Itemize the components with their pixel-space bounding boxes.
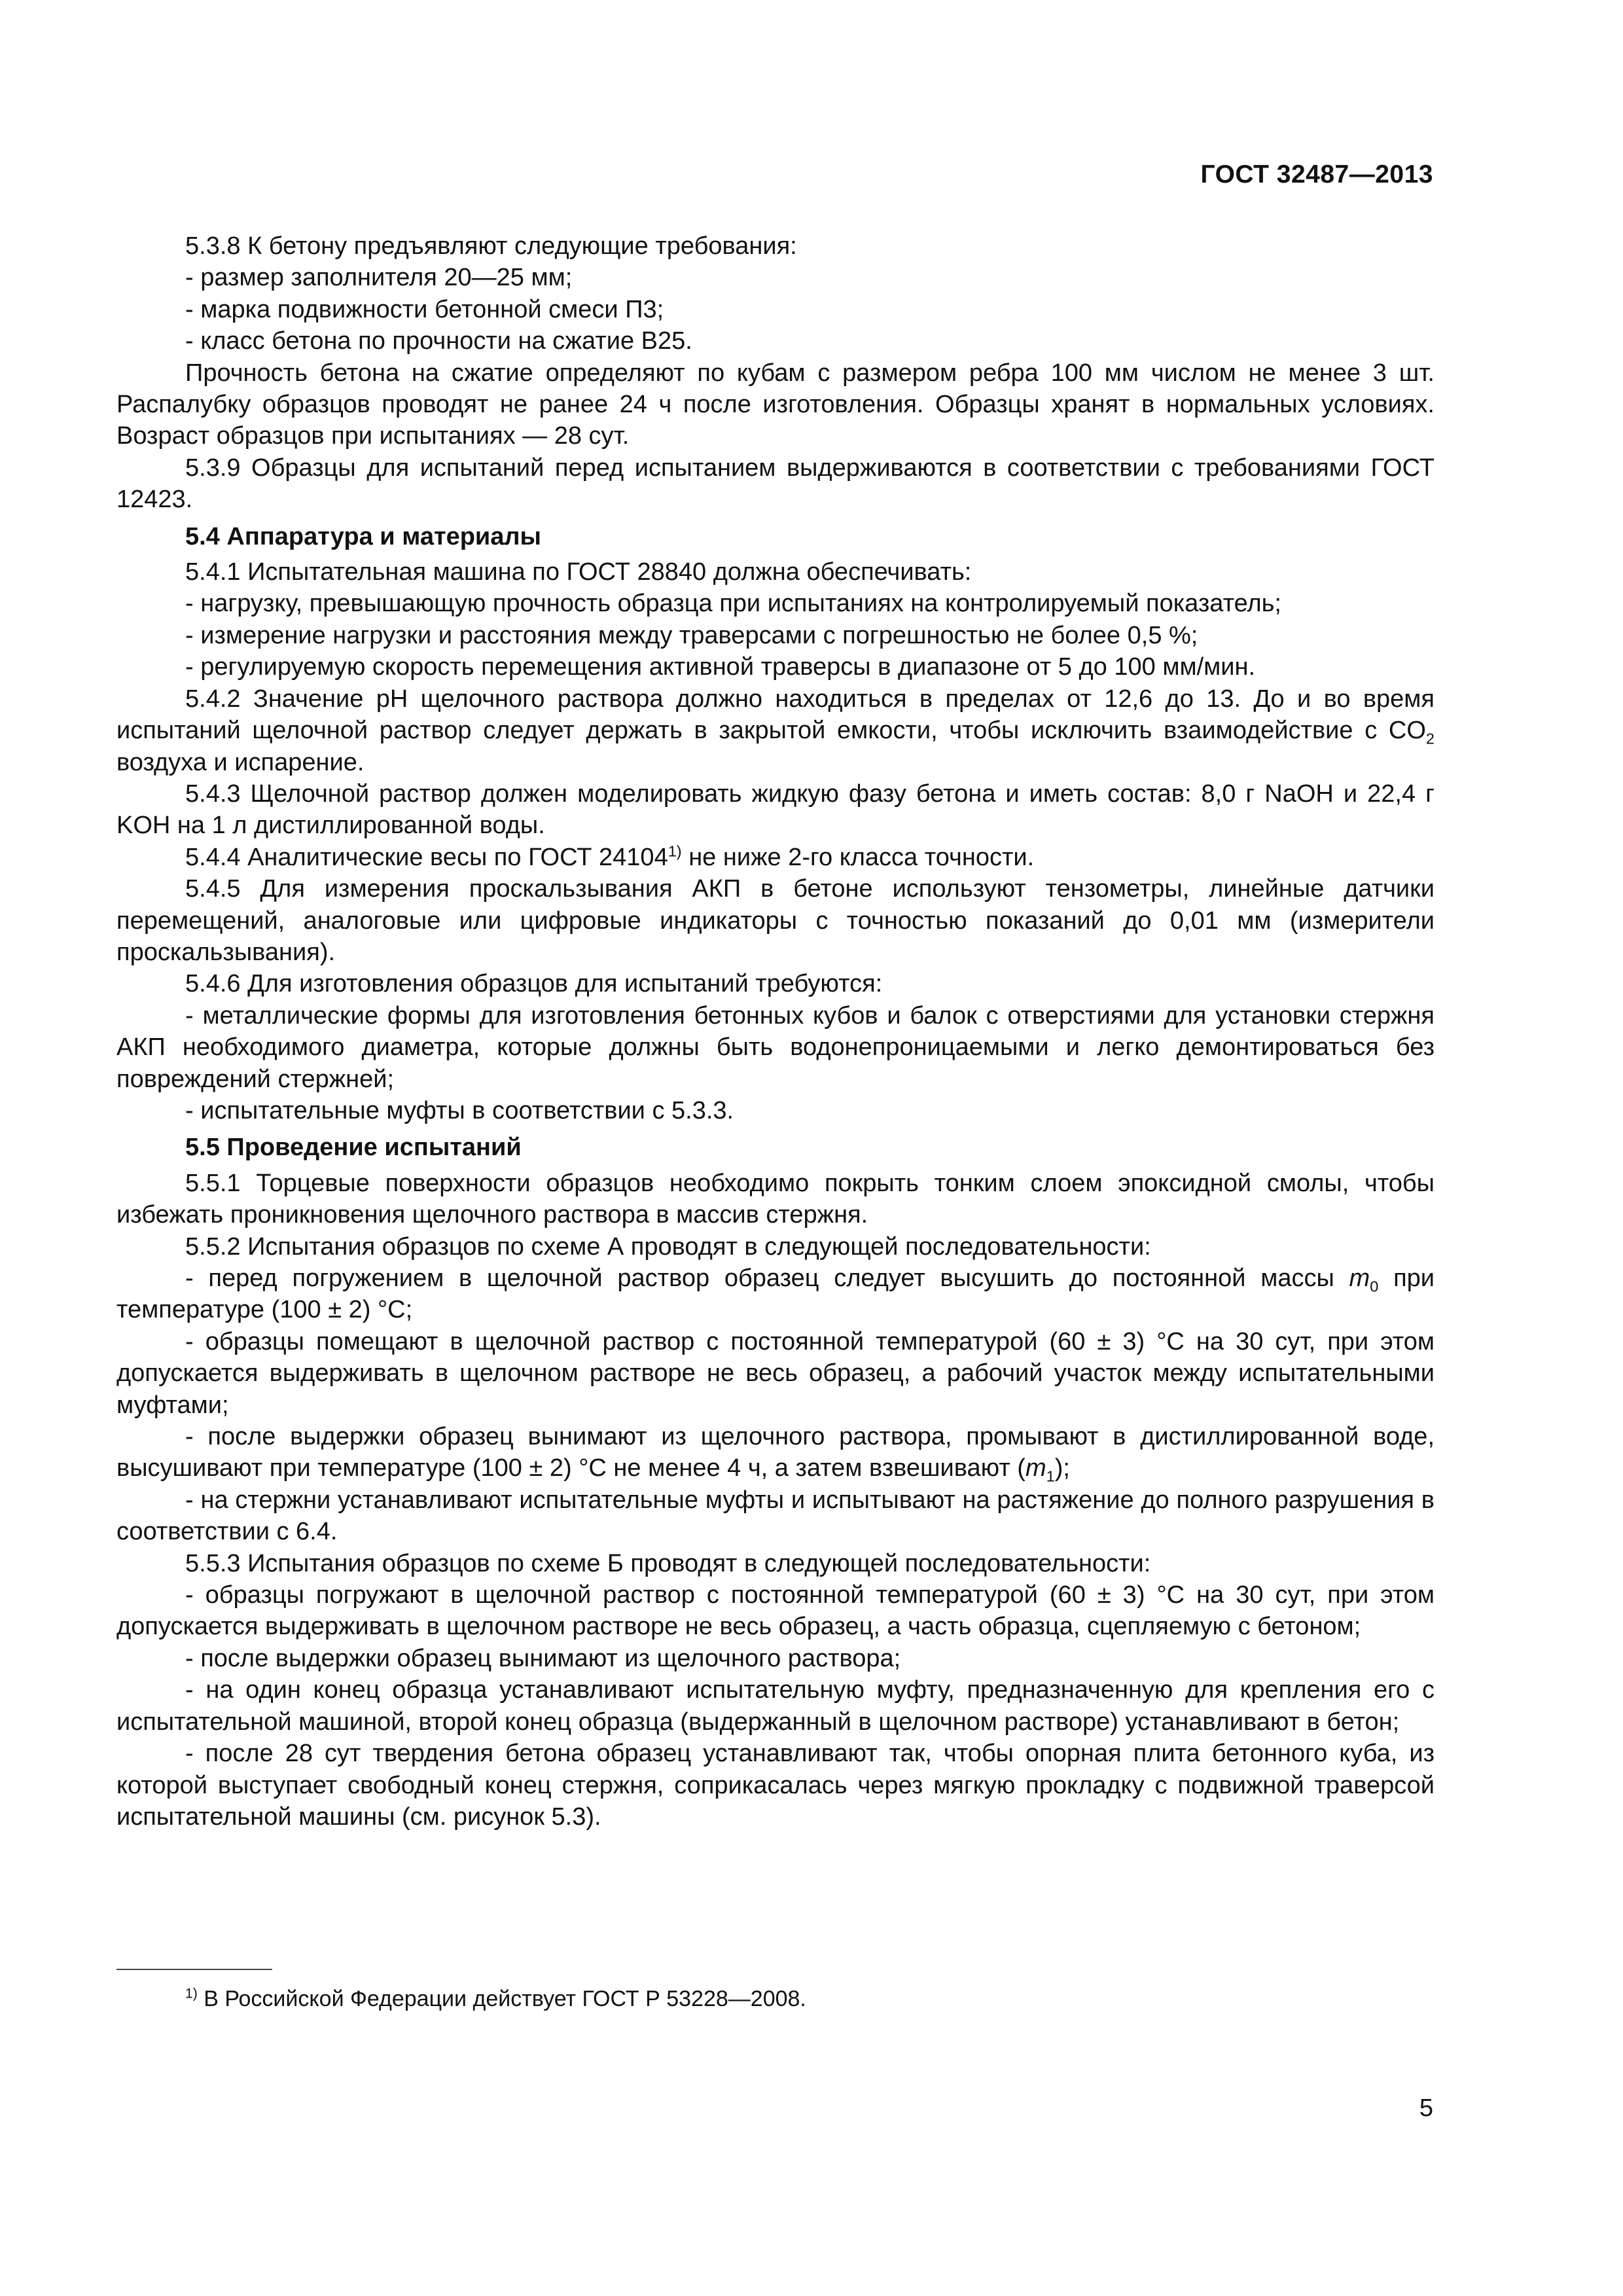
- math-variable: m: [1025, 1454, 1046, 1482]
- paragraph-text: 5.5 Проведение испытаний: [185, 1134, 522, 1162]
- paragraph-text: - нагрузку, превышающую прочность образца при испытаниях на контролируемый показатель;: [185, 590, 1281, 618]
- paragraph: [116, 325, 1435, 357]
- footnote-text: В Российской Федерации действует ГОСТ Р 53228—2008.: [197, 1986, 806, 2011]
- paragraph: [116, 452, 1435, 516]
- paragraph-text: - после выдержки образец вынимают из щелочного раствора, промывают в дистиллированной воде, высушивают при температуре (100 ± 2) °С не менее 4 ч, а затем взвешивают (: [116, 1423, 1435, 1482]
- paragraph-text: 5.4.6 Для изготовления образцов для испытаний требуются:: [185, 970, 883, 998]
- paragraph-text: - испытательные муфты в соответствии с 5.3.3.: [185, 1096, 734, 1124]
- paragraph: [116, 357, 1435, 452]
- paragraph: [116, 1000, 1435, 1095]
- paragraph-text: 5.4.5 Для измерения проскальзывания АКП в бетоне используют тензометры, линейные датчики перемещений, аналоговые или цифровые индикаторы с точностью показаний до 0,01 мм (измерители проскальзывания).: [116, 875, 1435, 966]
- paragraph-text-tail: при температуре (100 ± 2) °С;: [116, 1265, 1435, 1324]
- footnote-mark: 1): [185, 1986, 198, 2001]
- paragraph-text: - марка подвижности бетонной смеси П3;: [185, 295, 664, 323]
- paragraph: [116, 1548, 1435, 1579]
- paragraph: [116, 651, 1435, 683]
- paragraph-text: Прочность бетона на сжатие определяют по кубам с размером ребра 100 мм числом не менее 3 шт. Распалубку образцов проводят не ранее 24 ч после изготовления. Образцы хранят в нормальных условиях. Возраст образцов при испытаниях — 28 сут.: [116, 359, 1435, 450]
- paragraph: [116, 230, 1435, 262]
- paragraph: [116, 588, 1435, 619]
- paragraph-text-tail: не ниже 2-го класса точности.: [681, 843, 1035, 871]
- paragraph-text-tail: );: [1054, 1454, 1070, 1482]
- document-code-header: ГОСТ 32487—2013: [1200, 160, 1433, 188]
- paragraph: [116, 683, 1435, 778]
- paragraph: [116, 968, 1435, 999]
- paragraph: [116, 1095, 1435, 1126]
- paragraph: [116, 294, 1435, 325]
- subscript: 1: [1046, 1468, 1055, 1486]
- paragraph: [116, 1579, 1435, 1643]
- paragraph-text: - после 28 сут твердения бетона образец устанавливают так, чтобы опорная плита бетонного куба, из которой выступает свободный конец стержня, соприкасалась через мягкую прокладку с подвижной траверсой испытательной машины (см. рисунок 5.3).: [116, 1740, 1435, 1831]
- paragraph-text: - класс бетона по прочности на сжатие В25.: [185, 327, 692, 355]
- paragraph-text: - металлические формы для изготовления бетонных кубов и балок с отверстиями для установки стержня АКП необходимого диаметра, которые должны быть водонепроницаемыми и легко демонтироваться без повреждений стержней;: [116, 1001, 1435, 1093]
- paragraph-text: - измерение нагрузки и расстояния между траверсами с погрешностью не более 0,5 %;: [185, 621, 1198, 649]
- paragraph-text: - после выдержки образец вынимают из щелочного раствора;: [185, 1644, 901, 1672]
- paragraph: [116, 1168, 1435, 1231]
- paragraph-text: 5.5.1 Торцевые поверхности образцов необходимо покрыть тонким слоем эпоксидной смолы, чтобы избежать проникновения щелочного раствора в массив стержня.: [116, 1169, 1435, 1229]
- paragraph: [116, 556, 1435, 588]
- paragraph: [116, 873, 1435, 968]
- paragraph-text: 5.3.8 К бетону предъявляют следующие требования:: [185, 232, 797, 260]
- page-number: 5: [1419, 2094, 1433, 2122]
- paragraph-text-tail: воздуха и испарение.: [116, 748, 365, 776]
- section-heading: [116, 521, 1435, 552]
- footnote-separator: [116, 1969, 272, 1970]
- paragraph: [116, 1674, 1435, 1738]
- subscript: 0: [1370, 1278, 1379, 1295]
- document-body: [116, 230, 1435, 1833]
- paragraph-text: 5.5.3 Испытания образцов по схеме Б проводят в следующей последовательности:: [185, 1549, 1151, 1577]
- paragraph: [116, 1326, 1435, 1421]
- paragraph-text: - образцы погружают в щелочной раствор с постоянной температурой (60 ± 3) °С на 30 сут, при этом допускается выдерживать в щелочном растворе не весь образец, а часть образца, сцепляемую с бетоном;: [116, 1581, 1435, 1641]
- paragraph-text: - на один конец образца устанавливают испытательную муфту, предназначенную для крепления его с испытательной машиной, второй конец образца (выдержанный в щелочном растворе) устанавливают в бетон;: [116, 1676, 1435, 1736]
- paragraph: [116, 620, 1435, 651]
- paragraph: [116, 842, 1435, 873]
- paragraph: [116, 1231, 1435, 1263]
- paragraph: [116, 778, 1435, 842]
- paragraph-text: 5.4 Аппаратура и материалы: [185, 522, 542, 550]
- paragraph: [116, 1421, 1435, 1484]
- paragraph-text: - на стержни устанавливают испытательные муфты и испытывают на растяжение до полного разрушения в соответствии с 6.4.: [116, 1486, 1435, 1546]
- paragraph: [116, 1484, 1435, 1548]
- paragraph-text: 5.4.1 Испытательная машина по ГОСТ 28840 должна обеспечивать:: [185, 558, 972, 586]
- paragraph-text: - регулируемую скорость перемещения активной траверсы в диапазоне от 5 до 100 мм/мин.: [185, 653, 1256, 681]
- paragraph-text: - перед погружением в щелочной раствор образец следует высушить до постоянной массы: [185, 1265, 1349, 1292]
- paragraph-text: - образцы помещают в щелочной раствор с постоянной температурой (60 ± 3) °С на 30 сут, при этом допускается выдерживать в щелочном растворе не весь образец, а рабочий участок между испытательными муфтами;: [116, 1327, 1435, 1419]
- paragraph-text: - размер заполнителя 20—25 мм;: [185, 264, 573, 292]
- math-variable: m: [1349, 1265, 1370, 1292]
- footnote: [185, 1984, 806, 2013]
- paragraph-text: 5.5.2 Испытания образцов по схеме А проводят в следующей последовательности:: [185, 1232, 1151, 1261]
- superscript: 1): [668, 842, 682, 860]
- subscript: 2: [1425, 730, 1435, 747]
- paragraph-text: 5.4.4 Аналитические весы по ГОСТ 24104: [185, 843, 668, 871]
- section-heading: [116, 1132, 1435, 1163]
- paragraph-text: 5.3.9 Образцы для испытаний перед испытанием выдерживаются в соответствии с требованиями ГОСТ 12423.: [116, 454, 1435, 514]
- paragraph-text: 5.4.2 Значение рН щелочного раствора должно находиться в пределах от 12,6 до 13. До и во время испытаний щелочной раствор следует держать в закрытой емкости, чтобы исключить взаимодействие с CO: [116, 685, 1435, 745]
- paragraph: [116, 262, 1435, 293]
- paragraph-text: 5.4.3 Щелочной раствор должен моделировать жидкую фазу бетона и иметь состав: 8,0 г NaOH и 22,4 г KOH на 1 л дистиллированной воды.: [116, 780, 1435, 840]
- paragraph: [116, 1263, 1435, 1326]
- paragraph: [116, 1738, 1435, 1833]
- paragraph: [116, 1643, 1435, 1674]
